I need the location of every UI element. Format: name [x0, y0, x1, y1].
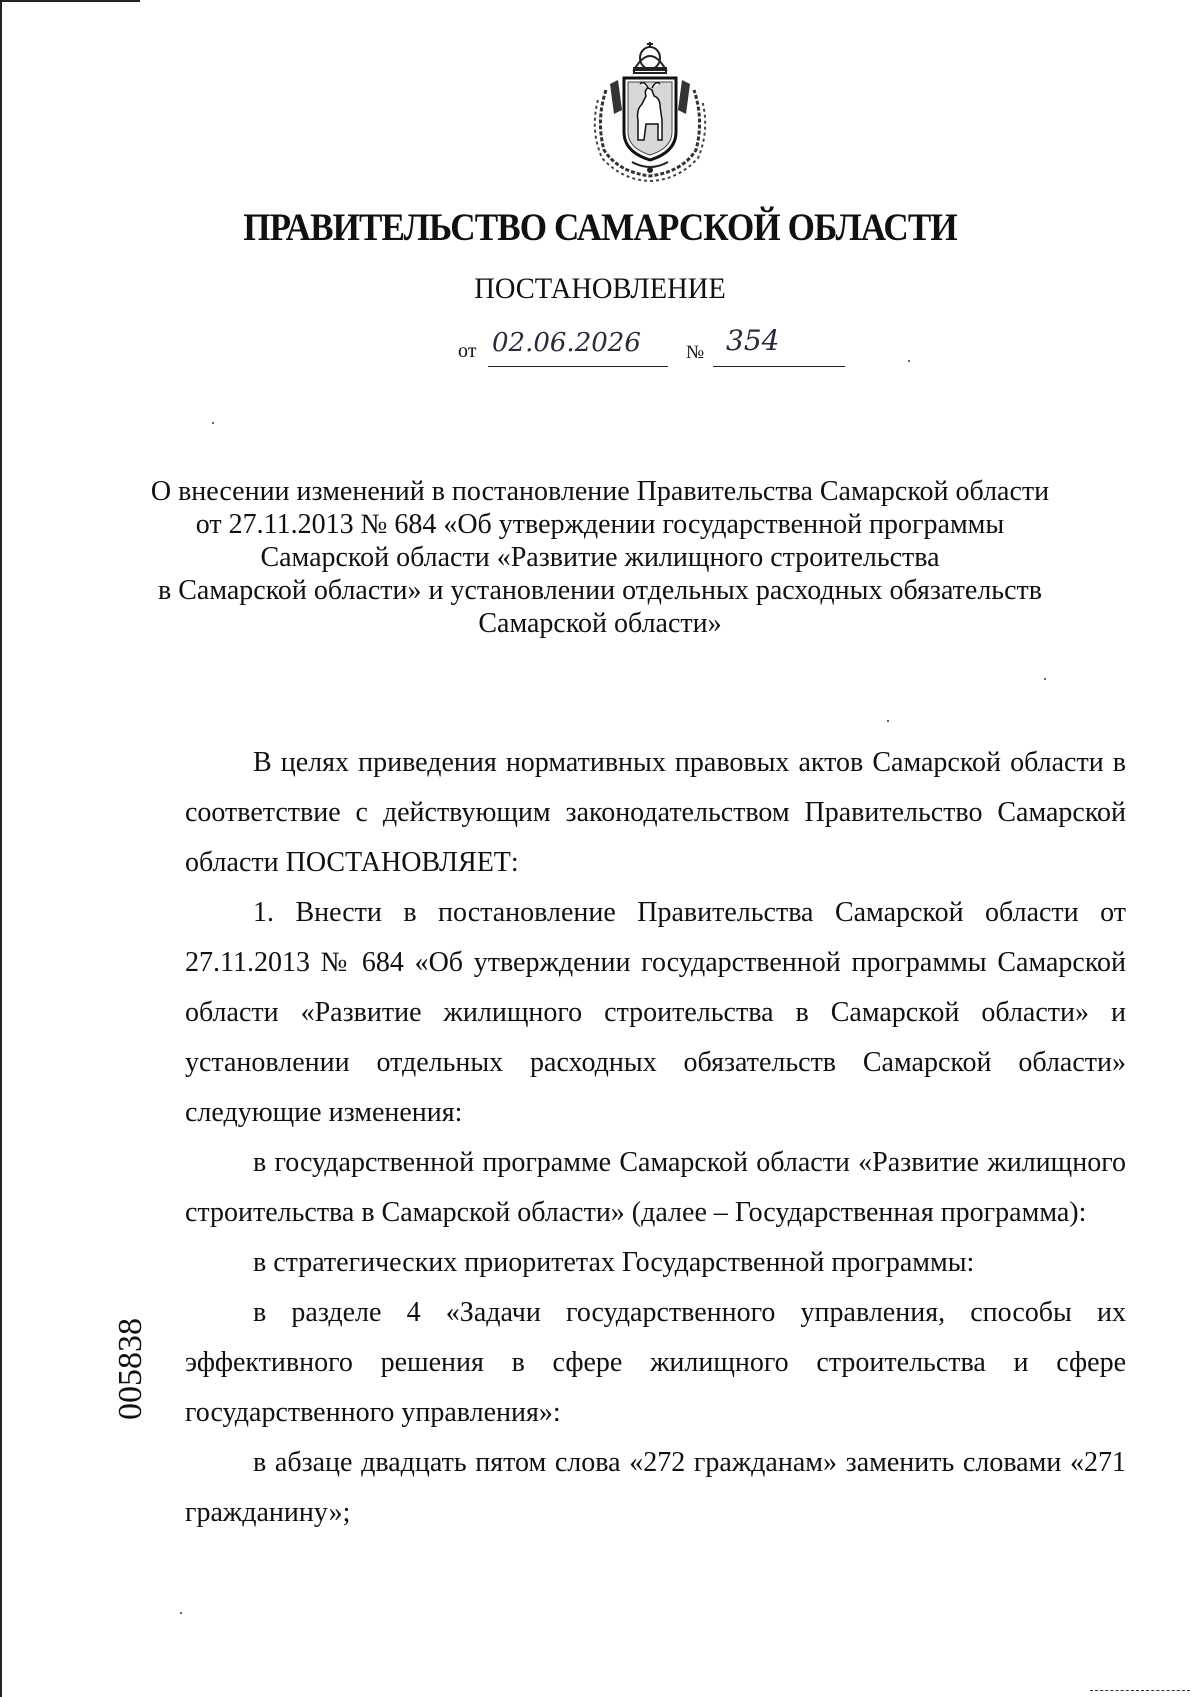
scan-speck: [212, 422, 214, 424]
organization-title: ПРАВИТЕЛЬСТВО САМАРСКОЙ ОБЛАСТИ: [243, 206, 957, 249]
scan-speck: [908, 360, 910, 362]
body-paragraph: в государственной программе Самарской области «Развитие жилищного строительства в Самарской области» (далее – Государственная программа):: [185, 1147, 1126, 1228]
heading-line: от 27.11.2013 № 684 «Об утверждении государственной программы: [195, 509, 1005, 540]
number-underline: [713, 366, 845, 367]
date-number-row: [458, 324, 858, 370]
scan-border-top: [0, 0, 140, 2]
body-paragraph: в разделе 4 «Задачи государственного управления, способы их эффективного решения в сфере жилищного строительства и сфере государственного управления»:: [185, 1297, 1126, 1428]
scan-speck: [887, 720, 889, 722]
heading-line: в Самарской области» и установлении отдельных расходных обязательств: [158, 575, 1042, 606]
scan-speck: [1044, 678, 1046, 680]
body-paragraph: В целях приведения нормативных правовых актов Самарской области в соответствие с действующим законодательством Правительство Самарской области ПОСТАНОВЛЯЕТ:: [185, 747, 1126, 878]
document-number: 354: [726, 324, 780, 357]
scan-border-bottom: [1090, 1690, 1190, 1692]
number-prefix: №: [686, 342, 705, 363]
body-paragraph: в абзаце двадцать пятом слова «272 гражданам» заменить словами «271 гражданину»;: [185, 1447, 1126, 1528]
date-prefix: от: [458, 340, 477, 362]
body-paragraph: 1. Внести в постановление Правительства Самарской области от 27.11.2013 № 684 «Об утверждении государственной программы Самарской области «Развитие жилищного строительства в Самарской области» и установлении отдельных расходных обязательств Самарской области» следующие изменения:: [185, 897, 1126, 1128]
serial-number: 005838: [112, 1318, 149, 1420]
heading-line: Самарской области»: [478, 608, 722, 639]
date-underline: [488, 366, 668, 367]
scan-speck: [180, 1612, 182, 1614]
document-type: ПОСТАНОВЛЕНИЕ: [474, 272, 726, 305]
heading-line: Самарской области «Развитие жилищного строительства: [260, 542, 940, 573]
document-body: [185, 738, 1126, 1538]
body-paragraph: в стратегических приоритетах Государственной программы:: [253, 1247, 975, 1278]
heading-line: О внесении изменений в постановление Правительства Самарской области: [150, 476, 1050, 507]
samara-coat-of-arms-icon: [588, 40, 712, 182]
document-date: 02.06.2026: [492, 328, 641, 358]
document-heading: [150, 475, 1050, 640]
scan-border-left: [0, 0, 2, 1697]
